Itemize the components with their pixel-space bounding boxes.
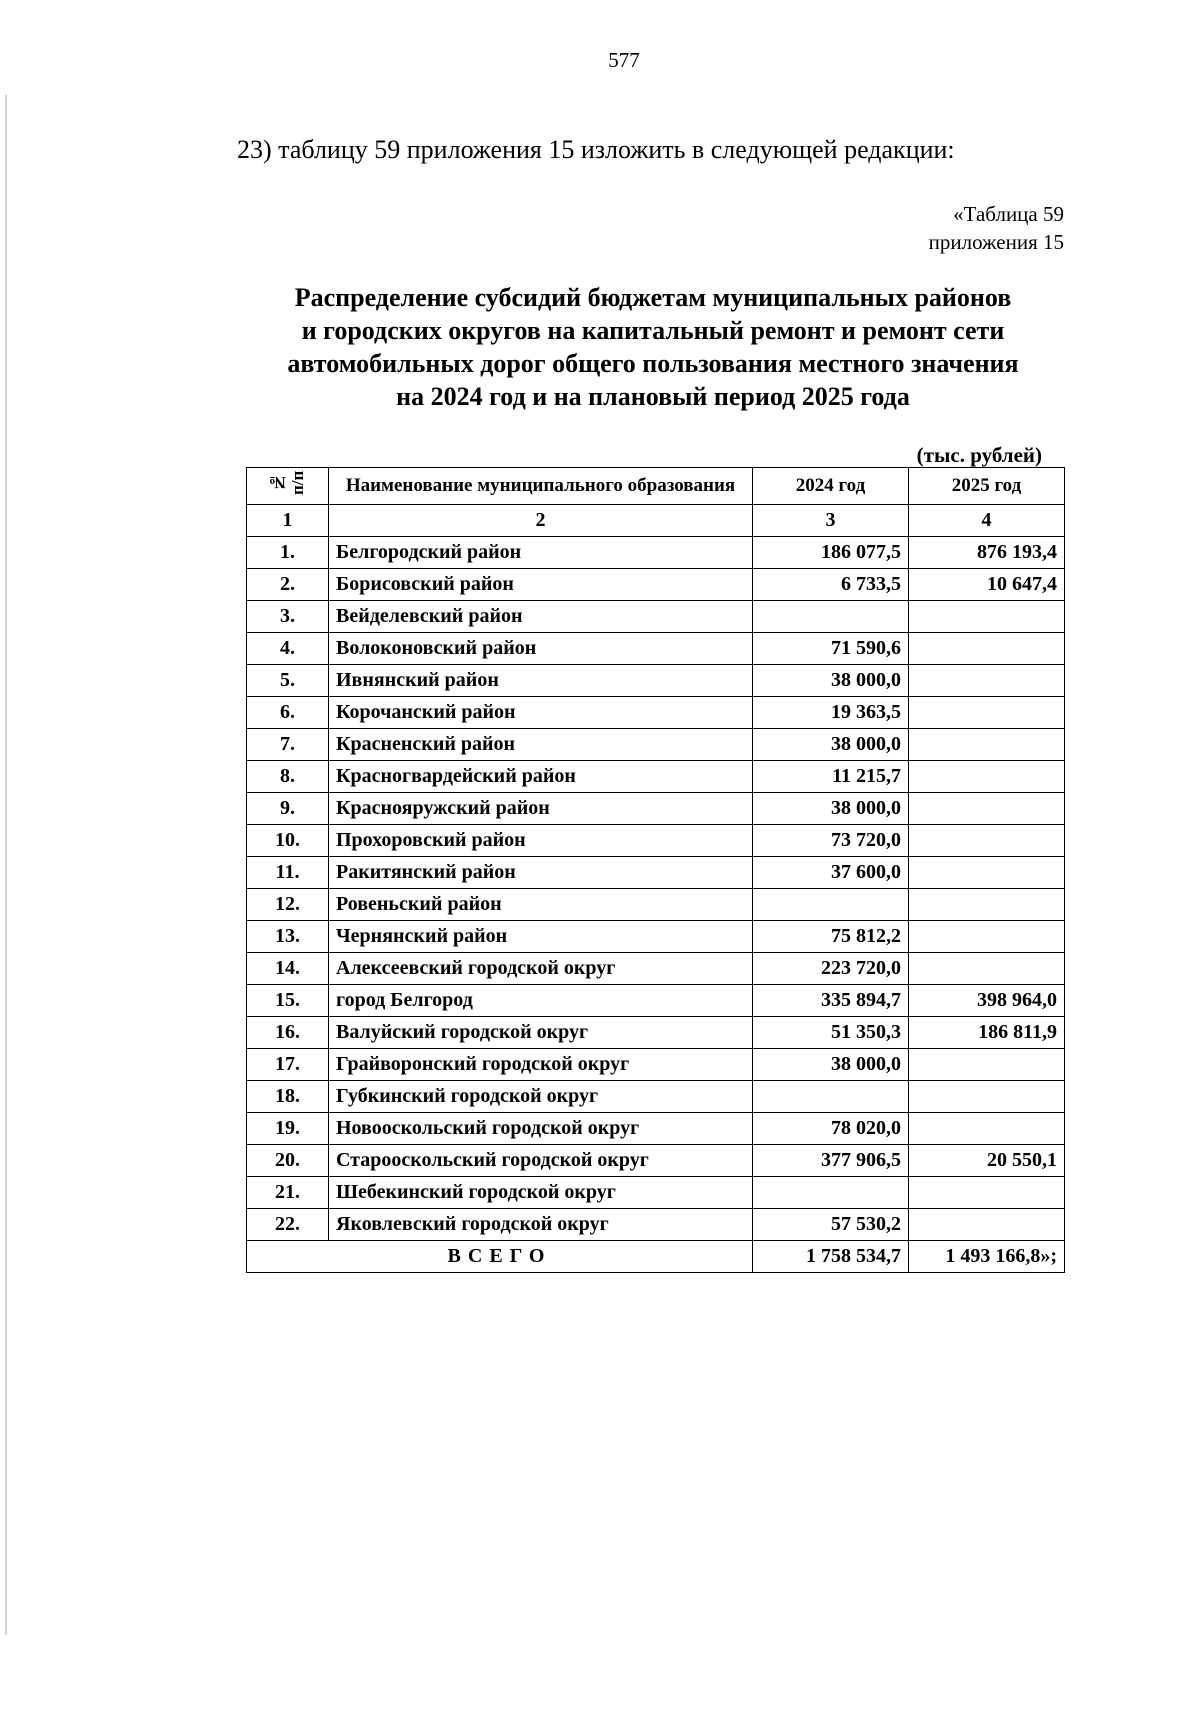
- value-2024: [753, 601, 909, 633]
- value-2025: [909, 1113, 1065, 1145]
- row-number: 12.: [247, 889, 329, 921]
- total-2024: 1 758 534,7: [753, 1241, 909, 1273]
- col-number: 4: [909, 505, 1065, 537]
- municipality-name: Корочанский район: [329, 697, 753, 729]
- subsidy-table: [246, 467, 1065, 1273]
- municipality-name: Вейделевский район: [329, 601, 753, 633]
- table-header-row: [247, 468, 1065, 505]
- value-2025: [909, 633, 1065, 665]
- table-row: [247, 857, 1065, 889]
- municipality-name: Чернянский район: [329, 921, 753, 953]
- col-number: 1: [247, 505, 329, 537]
- table-row: [247, 1081, 1065, 1113]
- row-number: 14.: [247, 953, 329, 985]
- column-number-row: [247, 505, 1065, 537]
- value-2025: [909, 1081, 1065, 1113]
- table-row: [247, 1145, 1065, 1177]
- table-reference-line-1: «Таблица 59: [953, 202, 1064, 226]
- value-2024: [753, 1081, 909, 1113]
- table-row: [247, 793, 1065, 825]
- value-2025: [909, 697, 1065, 729]
- table-row: [247, 537, 1065, 569]
- row-number: 7.: [247, 729, 329, 761]
- value-2025: [909, 1209, 1065, 1241]
- value-2025: [909, 889, 1065, 921]
- municipality-name: город Белгород: [329, 985, 753, 1017]
- table-row: [247, 1113, 1065, 1145]
- value-2024: 19 363,5: [753, 697, 909, 729]
- value-2024: 38 000,0: [753, 1049, 909, 1081]
- value-2024: [753, 1177, 909, 1209]
- row-number: 21.: [247, 1177, 329, 1209]
- municipality-name: Губкинский городской округ: [329, 1081, 753, 1113]
- table-body: [247, 537, 1065, 1241]
- table-row: [247, 953, 1065, 985]
- municipality-name: Алексеевский городской округ: [329, 953, 753, 985]
- row-number: 11.: [247, 857, 329, 889]
- table-row: [247, 665, 1065, 697]
- table-row: [247, 569, 1065, 601]
- row-number: 16.: [247, 1017, 329, 1049]
- value-2024: 186 077,5: [753, 537, 909, 569]
- municipality-name: Волоконовский район: [329, 633, 753, 665]
- row-number: 19.: [247, 1113, 329, 1145]
- row-number: 18.: [247, 1081, 329, 1113]
- header-name: Наименование муниципального образования: [329, 468, 753, 505]
- municipality-name: Ровеньский район: [329, 889, 753, 921]
- col-number: 3: [753, 505, 909, 537]
- value-2025: [909, 601, 1065, 633]
- table-row: [247, 1049, 1065, 1081]
- municipality-name: Валуйский городской округ: [329, 1017, 753, 1049]
- table-row: [247, 761, 1065, 793]
- municipality-name: Ивнянский район: [329, 665, 753, 697]
- value-2024: 38 000,0: [753, 729, 909, 761]
- value-2025: [909, 1049, 1065, 1081]
- municipality-name: Краснояружский район: [329, 793, 753, 825]
- value-2025: [909, 665, 1065, 697]
- row-number: 20.: [247, 1145, 329, 1177]
- municipality-name: Прохоровский район: [329, 825, 753, 857]
- municipality-name: Борисовский район: [329, 569, 753, 601]
- header-num: № п/п: [247, 468, 329, 505]
- table-row: [247, 1017, 1065, 1049]
- row-number: 8.: [247, 761, 329, 793]
- header-2025: 2025 год: [909, 468, 1065, 505]
- value-2024: 335 894,7: [753, 985, 909, 1017]
- units-label: (тыс. рублей): [916, 443, 1042, 467]
- row-number: 3.: [247, 601, 329, 633]
- row-number: 13.: [247, 921, 329, 953]
- value-2024: 71 590,6: [753, 633, 909, 665]
- header-2024: 2024 год: [753, 468, 909, 505]
- table-row: [247, 729, 1065, 761]
- table-row: [247, 1209, 1065, 1241]
- page-number: 577: [608, 48, 640, 72]
- value-2025: [909, 921, 1065, 953]
- intro-paragraph: 23) таблицу 59 приложения 15 изложить в следующей редакции:: [237, 135, 955, 164]
- municipality-name: Грайворонский городской округ: [329, 1049, 753, 1081]
- value-2024: 73 720,0: [753, 825, 909, 857]
- value-2025: [909, 793, 1065, 825]
- value-2025: 398 964,0: [909, 985, 1065, 1017]
- value-2024: 38 000,0: [753, 665, 909, 697]
- value-2024: 57 530,2: [753, 1209, 909, 1241]
- row-number: 1.: [247, 537, 329, 569]
- row-number: 4.: [247, 633, 329, 665]
- total-2025: 1 493 166,8»;: [909, 1241, 1065, 1273]
- table-reference-line-2: приложения 15: [928, 230, 1064, 254]
- row-number: 22.: [247, 1209, 329, 1241]
- row-number: 15.: [247, 985, 329, 1017]
- value-2024: 51 350,3: [753, 1017, 909, 1049]
- table-row: [247, 633, 1065, 665]
- value-2024: 377 906,5: [753, 1145, 909, 1177]
- row-number: 2.: [247, 569, 329, 601]
- value-2025: [909, 761, 1065, 793]
- col-number: 2: [329, 505, 753, 537]
- value-2024: 78 020,0: [753, 1113, 909, 1145]
- table-row: [247, 825, 1065, 857]
- table-row: [247, 921, 1065, 953]
- value-2024: 11 215,7: [753, 761, 909, 793]
- value-2025: [909, 825, 1065, 857]
- document-title: [240, 281, 1066, 413]
- municipality-name: Красненский район: [329, 729, 753, 761]
- row-number: 6.: [247, 697, 329, 729]
- table-row: [247, 601, 1065, 633]
- municipality-name: Яковлевский городской округ: [329, 1209, 753, 1241]
- value-2025: [909, 1177, 1065, 1209]
- table-row: [247, 985, 1065, 1017]
- value-2024: 75 812,2: [753, 921, 909, 953]
- municipality-name: Старооскольский городской округ: [329, 1145, 753, 1177]
- value-2025: 10 647,4: [909, 569, 1065, 601]
- municipality-name: Белгородский район: [329, 537, 753, 569]
- title-line-1: Распределение субсидий бюджетам муниципальных районов: [294, 283, 1012, 312]
- municipality-name: Новооскольский городской округ: [329, 1113, 753, 1145]
- value-2025: [909, 729, 1065, 761]
- value-2024: 223 720,0: [753, 953, 909, 985]
- scan-edge: [5, 95, 7, 1635]
- value-2024: 38 000,0: [753, 793, 909, 825]
- title-line-2: и городских округов на капитальный ремонт и ремонт сети: [301, 316, 1005, 345]
- table-row: [247, 1177, 1065, 1209]
- total-row: [247, 1241, 1065, 1273]
- value-2024: 6 733,5: [753, 569, 909, 601]
- municipality-name: Ракитянский район: [329, 857, 753, 889]
- total-label: ВСЕГО: [247, 1241, 753, 1273]
- row-number: 10.: [247, 825, 329, 857]
- title-line-4: на 2024 год и на плановый период 2025 года: [396, 382, 910, 411]
- value-2024: 37 600,0: [753, 857, 909, 889]
- title-line-3: автомобильных дорог общего пользования местного значения: [287, 349, 1019, 378]
- row-number: 17.: [247, 1049, 329, 1081]
- municipality-name: Шебекинский городской округ: [329, 1177, 753, 1209]
- value-2024: [753, 889, 909, 921]
- row-number: 9.: [247, 793, 329, 825]
- table-row: [247, 697, 1065, 729]
- municipality-name: Красногвардейский район: [329, 761, 753, 793]
- value-2025: 876 193,4: [909, 537, 1065, 569]
- table-reference: [929, 200, 1064, 256]
- table-row: [247, 889, 1065, 921]
- value-2025: [909, 857, 1065, 889]
- row-number: 5.: [247, 665, 329, 697]
- value-2025: 186 811,9: [909, 1017, 1065, 1049]
- value-2025: 20 550,1: [909, 1145, 1065, 1177]
- value-2025: [909, 953, 1065, 985]
